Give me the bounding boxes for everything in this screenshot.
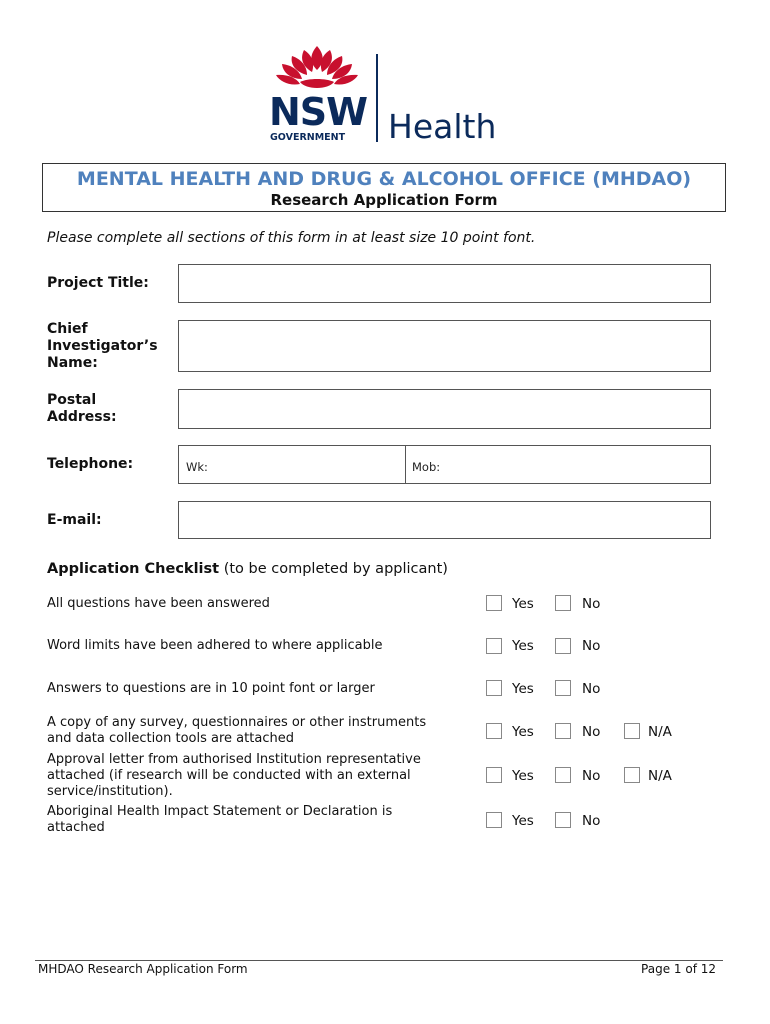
checklist-item-text: A copy of any survey, questionnaires or other instruments	[47, 715, 427, 730]
item-5-no-checkbox[interactable]	[555, 767, 571, 783]
checklist-item-text: attached (if research will be conducted with an external	[47, 768, 411, 783]
page-title: MENTAL HEALTH AND DRUG & ALCOHOL OFFICE (MHDAO)	[76, 168, 692, 190]
checklist-item-text: and data collection tools are attached	[47, 731, 294, 746]
footer-page-number: Page 1 of 12	[641, 962, 716, 976]
postal-address-input[interactable]	[178, 389, 711, 429]
label-line: Name:	[47, 355, 98, 371]
checklist-item-text: All questions have been answered	[47, 596, 270, 611]
checklist-item	[47, 638, 467, 654]
item-2-yes-checkbox[interactable]	[486, 638, 502, 654]
label-line: Chief	[47, 321, 88, 337]
checklist-item	[47, 752, 467, 800]
email-label: E-mail:	[47, 512, 102, 528]
yes-label: Yes	[512, 681, 534, 697]
checklist-item-text: attached	[47, 820, 105, 835]
checklist-item-text: Approval letter from authorised Institution representative	[47, 752, 421, 767]
no-label: No	[582, 596, 601, 612]
item-1-no-checkbox[interactable]	[555, 595, 571, 611]
mobile-phone-input[interactable]	[406, 446, 710, 483]
checklist-item	[47, 596, 467, 612]
label-line: Postal	[47, 392, 97, 408]
yes-label: Yes	[512, 813, 534, 829]
item-2-no-checkbox[interactable]	[555, 638, 571, 654]
item-3-no-checkbox[interactable]	[555, 680, 571, 696]
telephone-label: Telephone:	[47, 456, 134, 472]
checklist-item-text: Word limits have been adhered to where applicable	[47, 638, 383, 653]
item-3-yes-checkbox[interactable]	[486, 680, 502, 696]
yes-label: Yes	[512, 596, 534, 612]
logo-health-text: Health	[388, 107, 497, 146]
work-phone-label: Wk:	[186, 460, 208, 474]
logo-divider	[376, 54, 378, 142]
logo-government-text: GOVERNMENT	[270, 132, 346, 143]
no-label: No	[582, 768, 601, 784]
item-4-no-checkbox[interactable]	[555, 723, 571, 739]
instructions-text: Please complete all sections of this form in at least size 10 point font.	[47, 230, 536, 246]
item-4-yes-checkbox[interactable]	[486, 723, 502, 739]
email-input[interactable]	[178, 501, 711, 539]
telephone-box	[178, 445, 711, 484]
waratah-flower-icon	[262, 44, 372, 96]
no-label: No	[582, 638, 601, 654]
yes-label: Yes	[512, 768, 534, 784]
checklist-title: Application Checklist	[47, 561, 220, 577]
mobile-phone-label: Mob:	[412, 460, 441, 474]
postal-address-label	[47, 392, 117, 426]
chief-investigator-label	[47, 321, 158, 372]
na-label: N/A	[648, 724, 672, 740]
checklist-item	[47, 715, 467, 747]
footer-document-name: MHDAO Research Application Form	[38, 962, 248, 976]
label-line: Address:	[47, 409, 117, 425]
logo-nsw-text: NSW	[269, 90, 368, 134]
no-label: No	[582, 681, 601, 697]
na-label: N/A	[648, 768, 672, 784]
checklist-heading	[47, 561, 448, 577]
nsw-health-logo	[262, 44, 506, 148]
item-6-yes-checkbox[interactable]	[486, 812, 502, 828]
project-title-label: Project Title:	[47, 275, 149, 291]
project-title-input[interactable]	[178, 264, 711, 303]
item-5-yes-checkbox[interactable]	[486, 767, 502, 783]
work-phone-input[interactable]	[179, 446, 405, 483]
checklist-item-text: Aboriginal Health Impact Statement or Declaration is	[47, 804, 393, 819]
yes-label: Yes	[512, 638, 534, 654]
item-4-na-checkbox[interactable]	[624, 723, 640, 739]
checklist-title-note: (to be completed by applicant)	[223, 561, 448, 577]
title-box	[42, 163, 726, 212]
item-5-na-checkbox[interactable]	[624, 767, 640, 783]
item-6-no-checkbox[interactable]	[555, 812, 571, 828]
checklist-item-text: service/institution).	[47, 784, 173, 799]
page-subtitle: Research Application Form	[270, 191, 498, 209]
footer-divider	[35, 960, 723, 961]
label-line: Investigator’s	[47, 338, 158, 354]
checklist-item	[47, 804, 467, 836]
yes-label: Yes	[512, 724, 534, 740]
chief-investigator-input[interactable]	[178, 320, 711, 372]
checklist-item	[47, 681, 467, 697]
no-label: No	[582, 724, 601, 740]
checklist-item-text: Answers to questions are in 10 point font or larger	[47, 681, 375, 696]
no-label: No	[582, 813, 601, 829]
item-1-yes-checkbox[interactable]	[486, 595, 502, 611]
